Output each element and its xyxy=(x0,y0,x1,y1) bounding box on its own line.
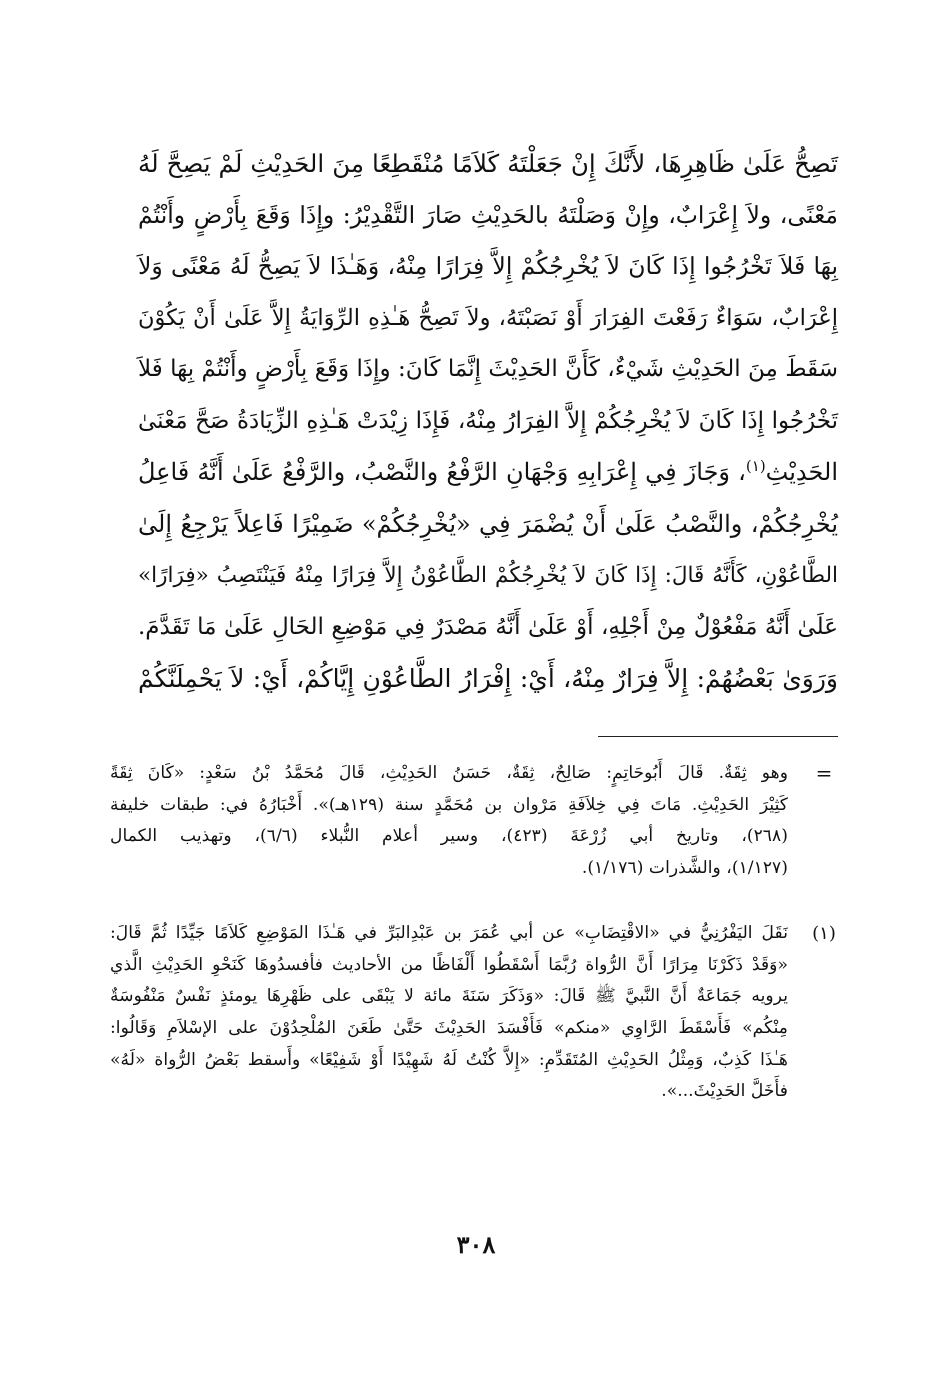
main-line: تَصِحُّ عَلَىٰ ظَاهِرِهَا، لأَنَّكَ إِنْ جَعَلْتَهُ كَلاَمًا مُنْقَطِعًا مِنَ الحَدِيْثِ لَمْ يَصِحَّ لَهُ xyxy=(138,149,838,178)
footnote-ref[interactable]: (١) xyxy=(745,457,766,475)
footnote-continued xyxy=(110,758,838,885)
main-line: الطَّاعُوْنِ، كَأَنَّهُ قَالَ: إِذَا كَانَ لاَ يُخْرِجُكُمْ الطَّاعُوْنُ إِلاَّ فِرَارًا مِنْهُ فَيَنْتَصِبُ «فِرَارًا» xyxy=(138,563,838,588)
footnote-number: (١) xyxy=(812,923,836,944)
footnote-line: هَـٰذَا كَذِبٌ، وَمِثْلُ الحَدِيْثِ المُتَقَدِّمِ: «إِلاَّ كُنْتُ لَهُ شَهِيْدًا أَوْ شَفِيْعًا» وأَسقط بَعْضُ الرُّواة «لَهُ» xyxy=(110,1049,788,1070)
footnote-line: (١/١٢٧)، والشَّذرات (١/١٧٦). xyxy=(581,858,788,879)
main-text xyxy=(138,138,838,705)
main-line: سَقَطَ مِنَ الحَدِيْثِ شَيْءٌ، كَأَنَّ الحَدِيْثَ إِنَّمَا كَانَ: وإِذَا وَقَعَ بِأَرْضٍ وأَنْتُمْ بِهَا فَلاَ xyxy=(138,356,838,382)
footnote-line: كَثِيْرَ الحَدِيْثِ. مَاتَ فِي خِلاَفَةِ مَرْوان بن مُحَمَّدٍ سنة (١٢٩هـ)». أَخْبَارُهُ في: طبقات خليفة xyxy=(110,794,788,815)
continuation-marker: = xyxy=(815,761,833,785)
main-line: إِعْرَابٌ، سَوَاءٌ رَفَعْتَ الفِرَارَ أَوْ نَصَبْتَهُ، ولاَ تَصِحُّ هَـٰذِهِ الرِّوَايَةُ إِلاَّ عَلَىٰ أَنْ يَكُوْنَ xyxy=(138,304,838,331)
main-line: بِهَا فَلاَ تَخْرُجُوا إِذَا كَانَ لاَ يُخْرِجُكُمْ إِلاَّ فِرَارًا مِنْهُ، وَهَـٰذَا لاَ يَصِحُّ لَهُ مَعْنًى وَلاَ xyxy=(138,252,838,280)
main-line: يُخْرِجُكُمْ، والنَّصْبُ عَلَىٰ أَنْ يُضْمَرَ فِي «يُخْرِجُكُمْ» ضَمِيْرًا فَاعِلاً يَرْجِعُ إِلَىٰ xyxy=(138,509,838,538)
footnote-1 xyxy=(110,918,838,1108)
footnote-line: «وَقَدْ ذَكَرْنَا مِرَارًا أَنَّ الرُّواة رُبَّمَا أَسْقَطُوا أَلْفَاظًا من الأحاديث فأفسدُوهَا كَنَحْوِ الحَدِيْثِ الَّذي xyxy=(110,954,788,975)
main-line: عَلَىٰ أَنَّهُ مَفْعُوْلٌ مِنْ أَجْلِهِ، أَوْ عَلَىٰ أَنَّهُ مَصْدَرٌ فِي مَوْضِعِ الحَالِ عَلَىٰ مَا تَقَدَّمَ. xyxy=(138,613,838,640)
footnote-line: مِنْكُم» فَأَسْقَطَ الرَّاوِي «منكم» فَأَفْسَدَ الحَدِيْثَ حَتَّىٰ طَعَنَ المُلْحِدُوْنَ على الإسْلاَمِ وَقَالُوا: xyxy=(110,1018,788,1039)
page-number: ٣٠٨ xyxy=(456,1230,496,1259)
footnote-line: يرويه جَمَاعَةٌ أَنَّ النَّبيَّ ﷺ قَالَ: «وَذَكَرَ سَنَةَ مائة لا يَبْقَى على ظَهْرِهَا يومئذٍ نَفْسٌ مَنْفُوسَةٌ xyxy=(110,986,788,1007)
footnote-line: فأَخَلَّ الحَدِيْثَ...». xyxy=(661,1081,788,1102)
footnote-line: (٢٦٨)، وتاريخ أبي زُرْعَةَ (٤٢٣)، وسير أعلام النُّبلاء (٦/٦)، وتهذيب الكمال xyxy=(110,826,788,847)
main-line-with-footnote-ref: الحَدِيْثِ$^{(١)}$، وَجَازَ فِي إِعْرَابِهِ وَجْهَانِ الرَّفْعُ والنَّصْبُ، والرَّفْعُ عَلَىٰ أَنَّهُ فَاعِلُ xyxy=(138,457,838,486)
main-line: وَرَوَىٰ بَعْضُهُمْ: إِلاَّ فِرَارٌ مِنْهُ، أَيْ: إِفْرَارُ الطَّاعُوْنِ إِيَّاكُمْ، أَيْ: لاَ يَحْمِلَنَّكُمْ xyxy=(138,664,838,693)
footnote-line: نَقَلَ اليَفْرُنِيُّ في «الاقْتِضَابِ» عن أبي عُمَرَ بن عَبْدِالبَرِّ في هَـٰذَا المَوْضِعِ كَلاَمًا جَيِّدًا ثُمَّ قَالَ: xyxy=(110,923,788,943)
footnote-separator xyxy=(598,736,838,737)
footnote-line: وهو ثِقَةٌ. قَالَ أَبُوحَاتِمٍ: صَالِحٌ، ثِقَةٌ، حَسَنُ الحَدِيْثِ، قَالَ مُحَمَّدُ بْنُ سَعْدٍ: «كَانَ ثِقَةً xyxy=(110,763,788,783)
main-line: تَخْرُجُوا إِذَا كَانَ لاَ يُخْرِجُكُمْ إِلاَّ الفِرَارُ مِنْهُ، فَإِذَا زِيْدَتْ هَـٰذِهِ الزِّيَادَةُ صَحَّ مَعْنَىٰ xyxy=(138,407,838,434)
main-line: مَعْنًى، ولاَ إِعْرَابٌ، وإِنْ وَصَلْتَهُ بالحَدِيْثِ صَارَ التَّقْدِيْرُ: وإِذَا وَقَعَ بِأَرْضٍ وأَنْتُمْ xyxy=(138,200,838,229)
